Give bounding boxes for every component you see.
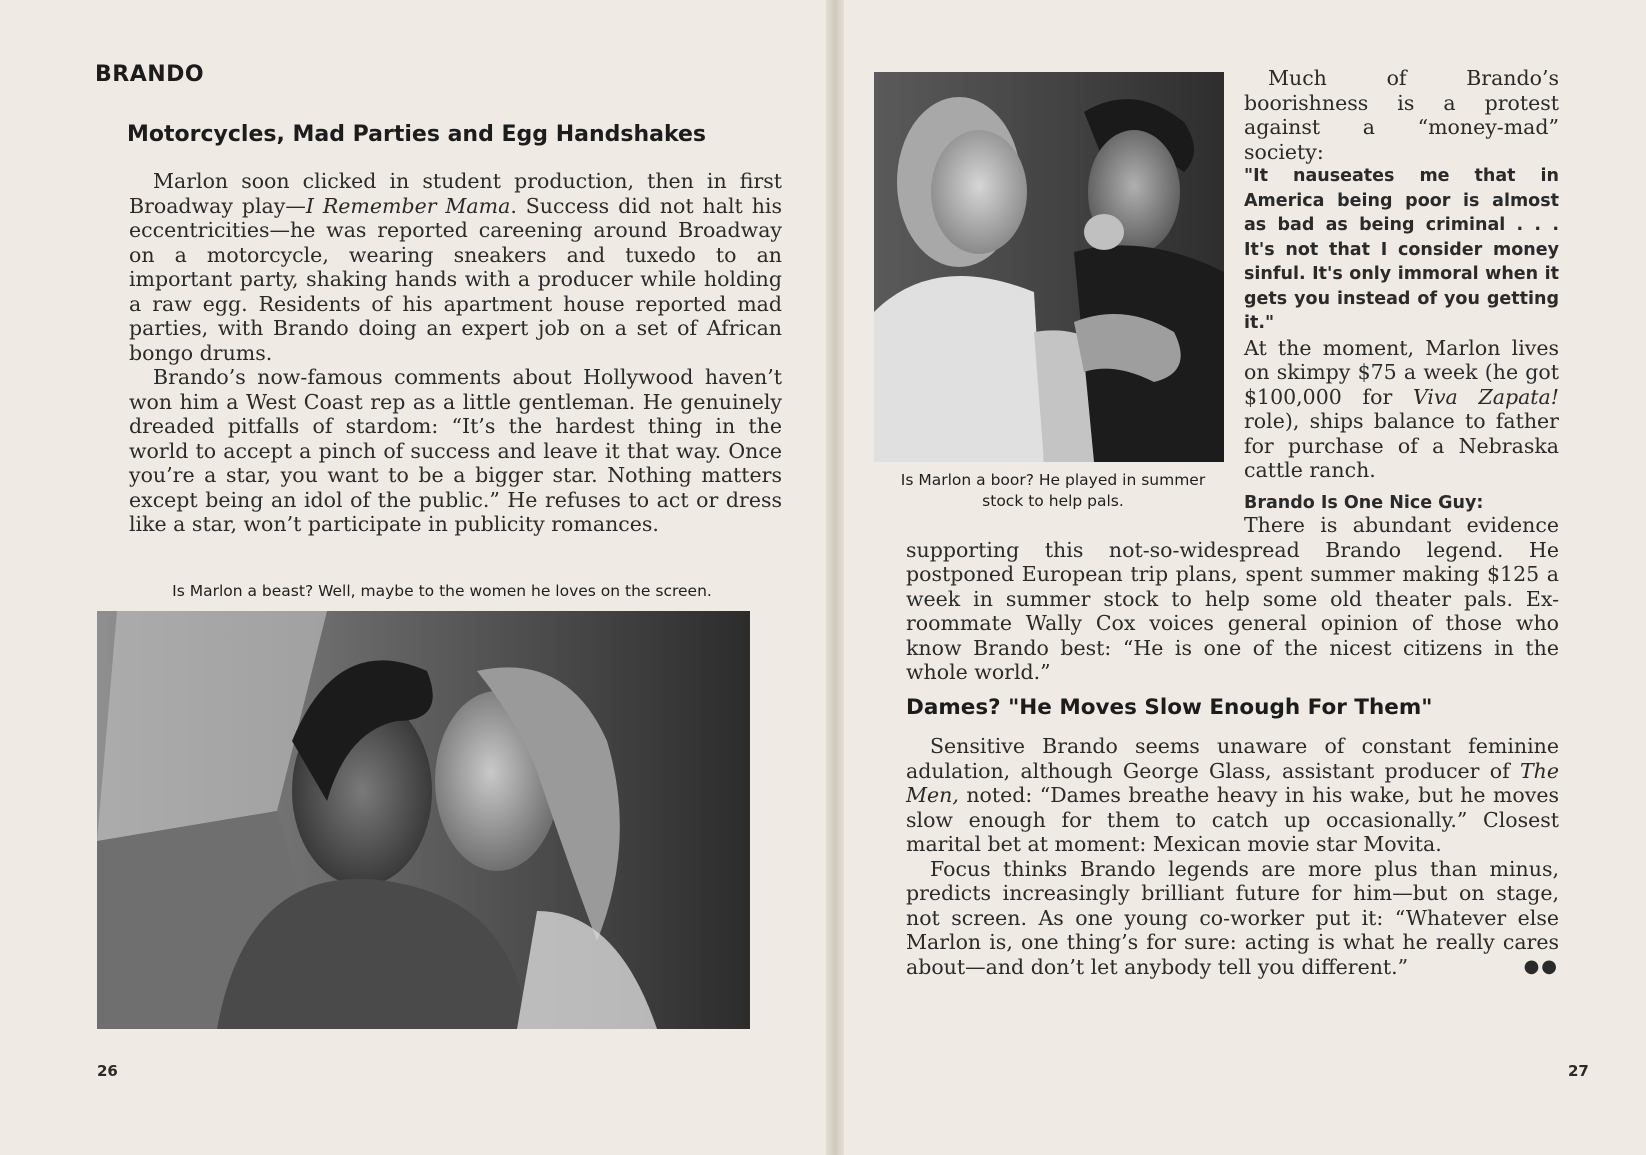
brando-money-quote: "It nauseates me that in America being poor is almost as bad as being criminal . . . It's not that I consider money sinful. It's only immoral when it gets you instead of you getting it."	[1244, 166, 1559, 333]
headline-dames: Dames? "He Moves Slow Enough For Them"	[906, 695, 1433, 720]
left-body-text	[129, 169, 782, 537]
right-column-text	[1244, 66, 1559, 483]
title-the-men: The Men,	[906, 758, 1559, 807]
right-paragraph-5: Focus thinks Brando legends are more plus than minus, predicts increasingly brilliant future for him—but on stage, not screen. As one young co-worker put it: “Whatever else Marlon is, one thing’s for sure: acting is what he really cares about—and don’t let anybody tell you different.” ●●	[906, 856, 1559, 979]
section-label: BRANDO	[95, 62, 205, 87]
dames-body-text	[906, 734, 1559, 979]
right-paragraph-3: There is abundant evidence supporting this not-so-widespread Brando legend. He postponed European trip plans, spent summer making $125 a week in summer stock to help some old theater pals. Ex-roommate Wally Cox voices general opinion of those who know Brando best: “He is one of the nicest citizens in the whole world.”	[906, 513, 1559, 684]
kiss-photo	[97, 611, 750, 1029]
page-number-right: 27	[1568, 1062, 1589, 1080]
right-paragraph-4: Sensitive Brando seems unaware of constant feminine adulation, although George Glass, assistant producer of The Men, noted: “Dames breathe heavy in his wake, but he moves slow enough for them to catch up occasionally.” Closest marital bet at moment: Mexican movie star Movita.	[906, 734, 1559, 856]
right-paragraph-2: At the moment, Marlon lives on skimpy $75 a week (he got $100,000 for Viva Zapata! role), ships balance to father for purchase of a Nebraska cattle ranch.	[1244, 335, 1559, 482]
headline-motorcycles: Motorcycles, Mad Parties and Egg Handshakes	[127, 122, 707, 147]
title-viva-zapata: Viva Zapata!	[1412, 384, 1559, 409]
boor-photo-caption: Is Marlon a boor? He played in summer stock to help pals.	[900, 471, 1206, 510]
left-paragraph-1: Marlon soon clicked in student production, then in first Broadway play—I Remember Mama. Success did not halt his eccentricities—he was reported careening around Broadway on a motorcycle, wearing sneakers and tuxedo to an important party, shaking hands with a producer while holding a raw egg. Residents of his apartment house reported mad parties, with Brando doing an expert job on a set of African bongo drums.	[129, 169, 782, 365]
boor-photo	[874, 72, 1224, 462]
right-page	[844, 0, 1646, 1155]
page-number-left: 26	[97, 1062, 118, 1080]
nice-guy-runin	[1244, 489, 1559, 516]
end-of-article-mark: ●●	[1523, 955, 1559, 977]
kiss-photo-caption: Is Marlon a beast? Well, maybe to the women he loves on the screen.	[172, 582, 712, 600]
boor-photo-image	[874, 72, 1224, 462]
left-paragraph-2: Brando’s now-famous comments about Hollywood haven’t won him a West Coast rep as a little gentleman. He genuinely dreaded pitfalls of stardom: “It’s the hardest thing in the world to accept a pinch of success and leave it that way. Once you’re a star, you want to be a bigger star. Nothing matters except being an idol of the public.” He refuses to act or dress like a star, won’t participate in publicity romances.	[129, 365, 782, 536]
kiss-photo-image	[97, 611, 750, 1029]
nice-guy-heading: Brando Is One Nice Guy:	[1244, 493, 1484, 513]
title-i-remember-mama: I Remember Mama	[305, 193, 511, 218]
right-paragraph-1: Much of Brando’s boorishness is a protest against a “money-mad” society:	[1244, 66, 1559, 164]
nice-guy-text	[906, 513, 1559, 685]
